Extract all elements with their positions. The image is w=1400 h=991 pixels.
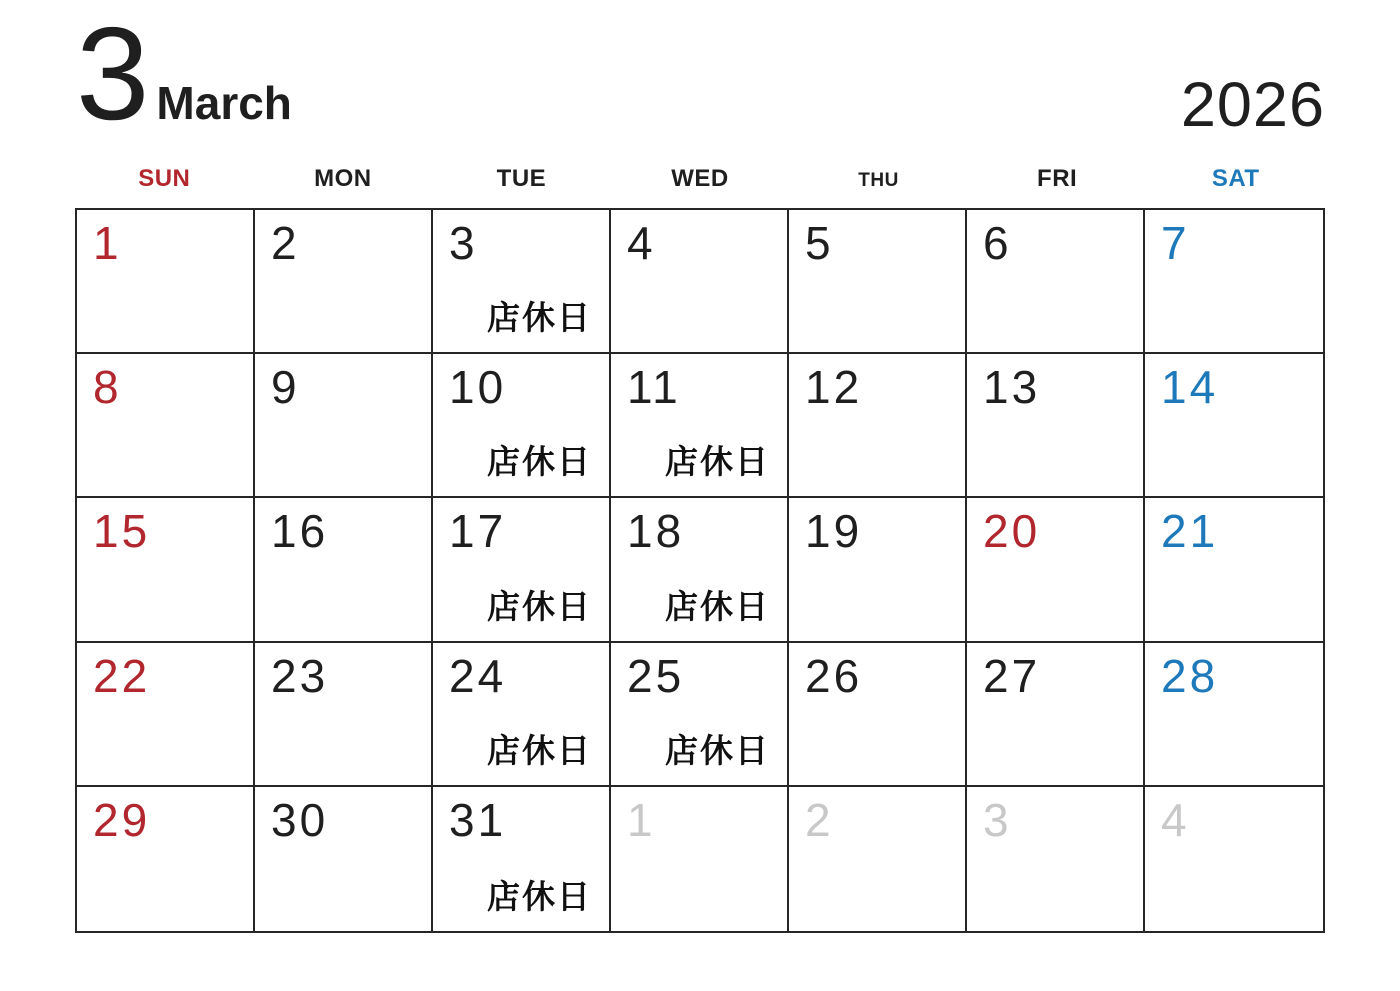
day-cell	[433, 787, 611, 931]
closed-day-label: 店休日	[665, 442, 770, 482]
day-number: 27	[983, 649, 1041, 702]
day-cell	[611, 787, 789, 931]
day-cell	[1145, 210, 1323, 354]
day-number-other-month: 2	[805, 793, 834, 846]
day-cell	[433, 498, 611, 642]
day-cell	[255, 787, 433, 931]
day-number: 12	[805, 361, 863, 414]
day-number: 31	[449, 793, 507, 846]
weekday-label-sun: SUN	[138, 165, 191, 192]
day-number: 21	[1161, 505, 1219, 558]
closed-day-label: 店休日	[487, 298, 592, 338]
day-cell	[611, 210, 789, 354]
day-cell	[789, 210, 967, 354]
day-cell	[611, 354, 789, 498]
day-cell	[789, 643, 967, 787]
day-cell	[433, 354, 611, 498]
day-number: 10	[449, 361, 507, 414]
day-cell	[611, 643, 789, 787]
day-cell	[1145, 787, 1323, 931]
day-number: 13	[983, 361, 1041, 414]
weekday-label-wed: WED	[671, 165, 729, 192]
day-number: 28	[1161, 649, 1219, 702]
closed-day-label: 店休日	[487, 442, 592, 482]
month-number: 3	[76, 0, 147, 147]
day-cell	[77, 498, 255, 642]
day-cell	[967, 498, 1145, 642]
day-cell	[1145, 498, 1323, 642]
day-number: 16	[271, 505, 329, 558]
day-cell	[255, 210, 433, 354]
day-number: 2	[271, 217, 300, 269]
day-number: 15	[93, 505, 151, 558]
day-number: 22	[93, 649, 151, 702]
day-cell	[433, 643, 611, 787]
closed-day-label: 店休日	[665, 730, 770, 770]
day-cell	[255, 354, 433, 498]
day-number-other-month: 3	[983, 793, 1012, 846]
weekday-label-mon: MON	[314, 165, 372, 192]
day-cell	[77, 643, 255, 787]
closed-day-label: 店休日	[487, 876, 592, 916]
day-cell	[77, 354, 255, 498]
day-number: 29	[93, 793, 151, 846]
day-number: 19	[805, 505, 863, 558]
day-cell	[967, 354, 1145, 498]
day-number: 26	[805, 649, 863, 702]
title-area	[76, 0, 292, 147]
closed-day-label: 店休日	[487, 586, 592, 626]
day-cell	[255, 498, 433, 642]
day-cell	[255, 643, 433, 787]
day-number: 25	[627, 649, 685, 702]
day-cell	[433, 210, 611, 354]
day-number: 30	[271, 793, 329, 846]
day-number: 8	[93, 361, 122, 414]
day-cell	[789, 498, 967, 642]
year-label: 2026	[1180, 70, 1325, 140]
day-number: 9	[271, 361, 300, 414]
day-cell	[789, 787, 967, 931]
weekday-label-sat: SAT	[1211, 165, 1260, 192]
day-number: 6	[983, 217, 1012, 269]
day-number: 4	[627, 217, 656, 269]
day-cell	[611, 498, 789, 642]
day-number: 5	[805, 217, 834, 269]
day-cell	[1145, 354, 1323, 498]
day-cell	[77, 210, 255, 354]
day-number: 11	[627, 361, 681, 414]
day-cell	[77, 787, 255, 931]
weekday-header-row	[75, 156, 1325, 200]
day-number: 7	[1161, 217, 1190, 269]
day-number-other-month: 1	[627, 793, 656, 846]
day-number: 24	[449, 649, 507, 702]
weekday-label-thu: THU	[858, 170, 899, 191]
day-cell	[789, 354, 967, 498]
month-name: March	[156, 77, 292, 129]
day-number: 23	[271, 649, 329, 702]
day-number: 3	[449, 217, 478, 269]
day-number: 20	[983, 505, 1041, 558]
day-cell	[967, 210, 1145, 354]
closed-day-label: 店休日	[665, 586, 770, 626]
weekday-label-tue: TUE	[496, 165, 547, 192]
closed-day-label: 店休日	[487, 730, 592, 770]
day-number: 14	[1161, 361, 1219, 414]
day-number: 1	[93, 217, 122, 269]
day-cell	[1145, 643, 1323, 787]
day-number: 17	[449, 505, 507, 558]
day-number-other-month: 4	[1161, 793, 1190, 846]
day-cell	[967, 787, 1145, 931]
day-number: 18	[627, 505, 685, 558]
day-cell	[967, 643, 1145, 787]
calendar-grid	[75, 208, 1325, 933]
weekday-label-fri: FRI	[1037, 165, 1078, 192]
